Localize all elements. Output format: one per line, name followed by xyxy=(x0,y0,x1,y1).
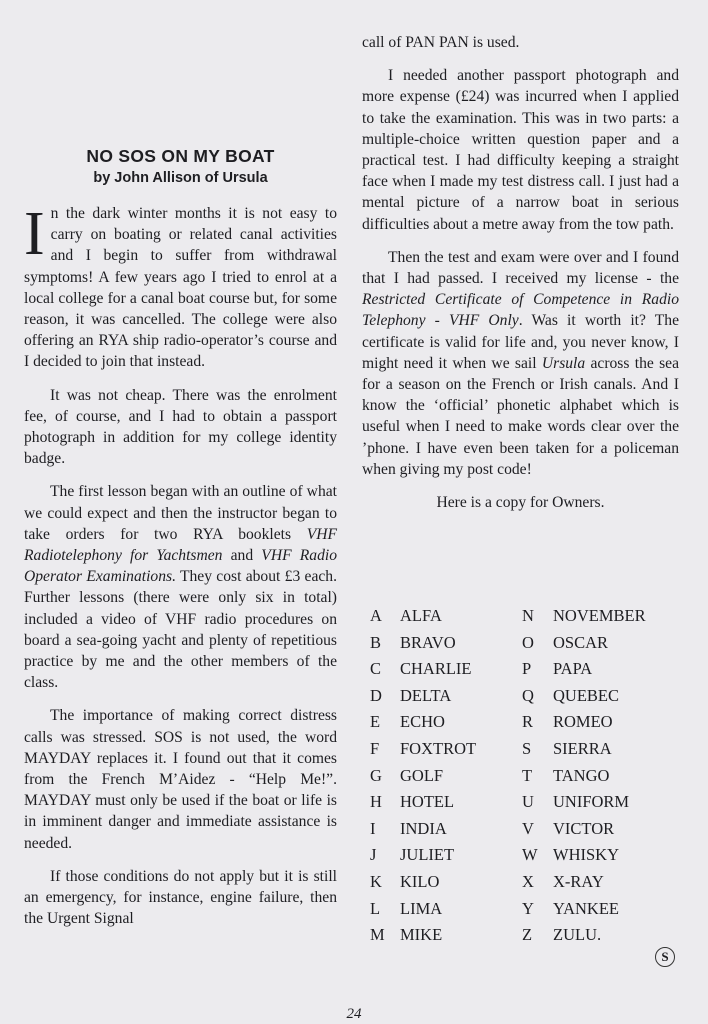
alphabet-row xyxy=(370,686,680,713)
alphabet-codeword: ALFA xyxy=(400,606,442,625)
alphabet-letter: U xyxy=(522,792,534,812)
alphabet-letter: O xyxy=(522,632,534,652)
paragraph-9: Here is a copy for Owners. xyxy=(436,494,605,512)
alphabet-row xyxy=(370,792,680,819)
alphabet-letter: Q xyxy=(522,685,534,705)
alphabet-codeword: X-RAY xyxy=(553,871,604,891)
alphabet-letter: N xyxy=(522,606,534,625)
alphabet-row xyxy=(370,606,680,633)
alphabet-letter: H xyxy=(370,792,382,812)
alphabet-row xyxy=(370,766,680,793)
drop-cap: I xyxy=(24,200,45,268)
alphabet-row xyxy=(370,845,680,872)
alphabet-row xyxy=(370,872,680,899)
alphabet-letter: A xyxy=(370,606,382,625)
alphabet-codeword: ZULU. xyxy=(553,925,602,945)
alphabet-letter: D xyxy=(370,685,382,705)
alphabet-codeword: QUEBEC xyxy=(553,685,619,705)
alphabet-letter: I xyxy=(370,818,376,838)
alphabet-codeword: INDIA xyxy=(400,818,447,838)
alphabet-letter: P xyxy=(522,659,532,679)
alphabet-row xyxy=(370,712,680,739)
paragraph-7: I needed another passport photograph and more expense (£24) was incurred when I applied to take the examination. This was in two parts: a multiple-choice written question paper and a practical test. I had difficulty keeping a straight face when I made my test distress call. I just had a mental picture of a narrow boat in serious difficulties about a metre away from the tow path. xyxy=(362,67,679,233)
magazine-logo-icon: S xyxy=(655,947,675,967)
alphabet-codeword: VICTOR xyxy=(553,818,615,838)
alphabet-letter: X xyxy=(522,871,534,891)
alphabet-codeword: ROMEO xyxy=(553,712,613,732)
alphabet-codeword: BRAVO xyxy=(400,632,456,652)
alphabet-letter: L xyxy=(370,898,381,918)
alphabet-codeword: FOXTROT xyxy=(400,738,477,758)
article-title: NO SOS ON MY BOAT xyxy=(86,146,275,166)
alphabet-row xyxy=(370,659,680,686)
paragraph-1: In the dark winter months it is not easy to carry on boating or related canal activities and I begin to suffer from withdrawal symptoms! A few years ago I tried to enrol at a local college for a canal boat course but, for some reason, it was cancelled. The college were also offering an RYA ship radio-operator’s course and I decided to join that instead. xyxy=(24,200,337,371)
alphabet-letter: R xyxy=(522,712,534,732)
left-column xyxy=(24,146,337,942)
paragraph-8: Then the test and exam were over and I found that I had passed. I received my license - the Restricted Certificate of Competence in Radio Telephony - VHF Only. Was it worth it? The certificate is valid for life and, you never know, I might need it when we sail Ursula across the sea for a season on the French or Irish canals. And I know the ‘official’ phonetic alphabet which is useful when I need to make words clear over the ’phone. I have even been taken for a policeman when giving my post code! xyxy=(362,248,679,478)
alphabet-codeword: NOVEMBER xyxy=(553,606,646,625)
paragraph-2: It was not cheap. There was the enrolment fee, of course, and I had to obtain a passport photograph in addition for my college identity badge. xyxy=(24,386,337,468)
alphabet-codeword: OSCAR xyxy=(553,632,609,652)
alphabet-letter: J xyxy=(370,845,377,865)
alphabet-codeword: WHISKY xyxy=(553,845,619,865)
alphabet-codeword: UNIFORM xyxy=(553,792,630,812)
alphabet-row xyxy=(370,819,680,846)
alphabet-row xyxy=(370,925,680,952)
alphabet-row xyxy=(370,739,680,766)
alphabet-codeword: SIERRA xyxy=(553,738,612,758)
alphabet-letter: Y xyxy=(522,898,534,918)
article-byline: by John Allison of Ursula xyxy=(93,170,268,186)
alphabet-codeword: TANGO xyxy=(553,765,610,785)
alphabet-codeword: KILO xyxy=(400,871,440,891)
alphabet-letter: Z xyxy=(522,925,533,945)
alphabet-letter: K xyxy=(370,871,382,891)
alphabet-codeword: DELTA xyxy=(400,685,452,705)
paragraph-6: call of PAN PAN is used. xyxy=(362,34,520,51)
alphabet-letter: M xyxy=(370,925,385,945)
alphabet-codeword: JULIET xyxy=(400,845,455,865)
paragraph-3: The first lesson began with an outline of what we could expect and then the instructor began to take orders for two RYA booklets VHF Radiotelephony for Yachtsmen and VHF Radio Operator Examinations. They cost about £3 each. Further lessons (there were only six in total) included a video of VHF radio procedures on board a sea-going yacht and plenty of repetitious practice by me and the other members of the class. xyxy=(24,483,337,692)
alphabet-codeword: GOLF xyxy=(400,765,444,785)
alphabet-codeword: PAPA xyxy=(553,659,593,679)
alphabet-letter: G xyxy=(370,765,382,785)
alphabet-letter: B xyxy=(370,632,382,652)
alphabet-codeword: ECHO xyxy=(400,712,445,732)
page-number: 24 xyxy=(346,1006,362,1022)
alphabet-letter: W xyxy=(522,845,538,865)
alphabet-letter: S xyxy=(522,738,532,758)
alphabet-codeword: LIMA xyxy=(400,898,443,918)
alphabet-row xyxy=(370,899,680,926)
alphabet-codeword: YANKEE xyxy=(553,898,619,918)
alphabet-letter: C xyxy=(370,659,382,679)
paragraph-4: The importance of making correct distress calls was stressed. SOS is not used, the word MAYDAY replaces it. I found out that it comes from the French M’Aidez - “Help Me!”. MAYDAY must only be used if the boat or life is in imminent danger and immediate assistance is needed. xyxy=(24,707,337,852)
alphabet-codeword: CHARLIE xyxy=(400,659,472,679)
paragraph-5: If those conditions do not apply but it is still an emergency, for instance, engine failure, then the Urgent Signal xyxy=(24,867,337,928)
alphabet-letter: F xyxy=(370,738,380,758)
alphabet-codeword: HOTEL xyxy=(400,792,455,812)
alphabet-codeword: MIKE xyxy=(400,925,443,945)
alphabet-letter: V xyxy=(522,818,534,838)
alphabet-row xyxy=(370,633,680,660)
phonetic-alphabet-table xyxy=(370,606,680,952)
right-column xyxy=(362,32,679,525)
alphabet-letter: T xyxy=(522,765,533,785)
alphabet-letter: E xyxy=(370,712,381,732)
